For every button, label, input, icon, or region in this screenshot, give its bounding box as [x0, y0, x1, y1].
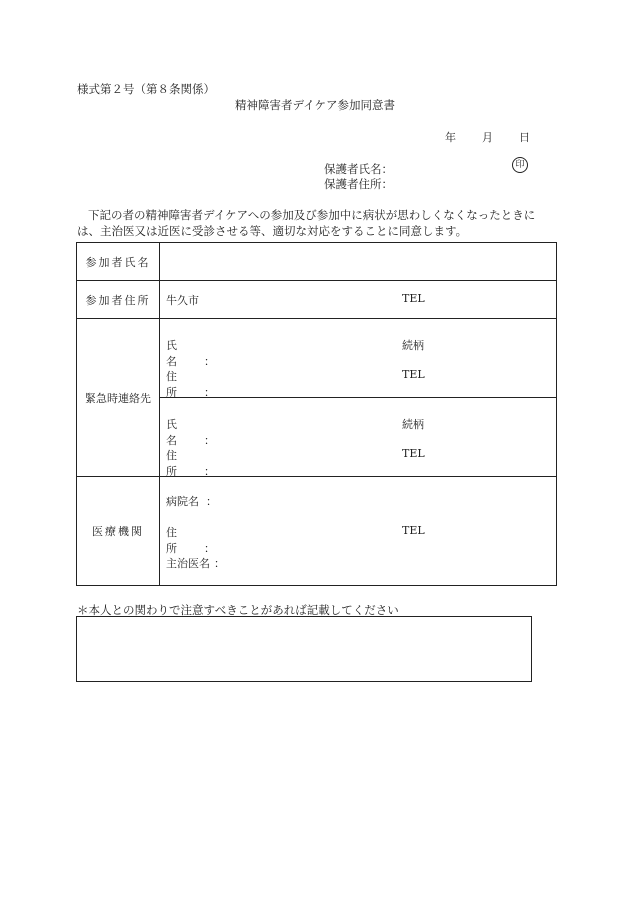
emergency-1-relation-label: 続柄: [402, 339, 424, 352]
medical-tel-label: TEL: [402, 524, 425, 537]
guardian-name-label: 保護者氏名：: [324, 162, 393, 176]
seal-icon: 印: [512, 157, 528, 173]
emergency-1-address-line: 住 所 ：: [166, 370, 215, 399]
medical-address-line: 住 所 ：: [166, 526, 215, 555]
notes-label: ＊本人との関わりで注意すべきことがあれば記載してください: [77, 603, 399, 617]
doctor-name-key: 主治医名: [166, 557, 210, 570]
table-row-emergency-contacts: [77, 319, 557, 477]
participant-city: 牛久市: [166, 294, 199, 307]
document-title: 精神障害者デイケア参加同意書: [235, 98, 395, 112]
emergency-2-name-key: 氏 名: [166, 418, 188, 447]
date-year-label: 年: [445, 131, 456, 144]
table-row-medical-institution: [77, 477, 557, 586]
emergency-2-tel-label: TEL: [402, 447, 425, 460]
form-number-label: 様式第２号（第８条関係）: [77, 82, 215, 96]
consent-line-1: 下記の者の精神障害者デイケアへの参加及び参加中に病状が思わしくなくなったときに: [88, 208, 536, 222]
consent-statement: [77, 207, 557, 239]
emergency-contact-1[interactable]: [160, 319, 556, 398]
notes-input-box[interactable]: [76, 616, 532, 682]
participant-name-field[interactable]: [160, 243, 557, 281]
hospital-name-key: 病院名: [166, 495, 199, 508]
consent-form-table: [76, 242, 557, 586]
doctor-name-line: 主治医名 ：: [166, 557, 225, 570]
hospital-name-line: 病院名 ：: [166, 495, 217, 508]
emergency-contact-label: 緊急時連絡先: [77, 319, 160, 477]
emergency-2-relation-label: 続柄: [402, 418, 424, 431]
emergency-1-tel-label: TEL: [402, 368, 425, 381]
emergency-contact-2[interactable]: [160, 398, 556, 476]
table-row-participant-address: [77, 281, 557, 319]
date-line: [445, 129, 530, 145]
emergency-1-name-key: 氏 名: [166, 339, 188, 368]
date-month-label: 月: [482, 131, 493, 144]
medical-institution-fields[interactable]: [160, 477, 556, 585]
emergency-2-address-key: 住 所: [166, 449, 188, 478]
date-day-label: 日: [519, 131, 530, 144]
consent-line-2: は、主治医又は近医に受診させる等、適切な対応をすることに同意します。: [77, 224, 468, 238]
participant-address-field[interactable]: [160, 281, 557, 319]
emergency-1-name-line: 氏 名 ：: [166, 339, 215, 368]
emergency-2-name-line: 氏 名 ：: [166, 418, 215, 447]
participant-address-label: 参加者住所: [77, 281, 160, 319]
medical-address-key: 住 所: [166, 526, 188, 555]
emergency-1-address-key: 住 所: [166, 370, 188, 399]
table-row-participant-name: [77, 243, 557, 281]
participant-name-label: 参加者氏名: [77, 243, 160, 281]
medical-institution-label: 医療機関: [77, 477, 160, 586]
participant-tel-label: TEL: [402, 292, 425, 305]
emergency-2-address-line: 住 所 ：: [166, 449, 215, 478]
guardian-address-label: 保護者住所：: [324, 177, 393, 191]
